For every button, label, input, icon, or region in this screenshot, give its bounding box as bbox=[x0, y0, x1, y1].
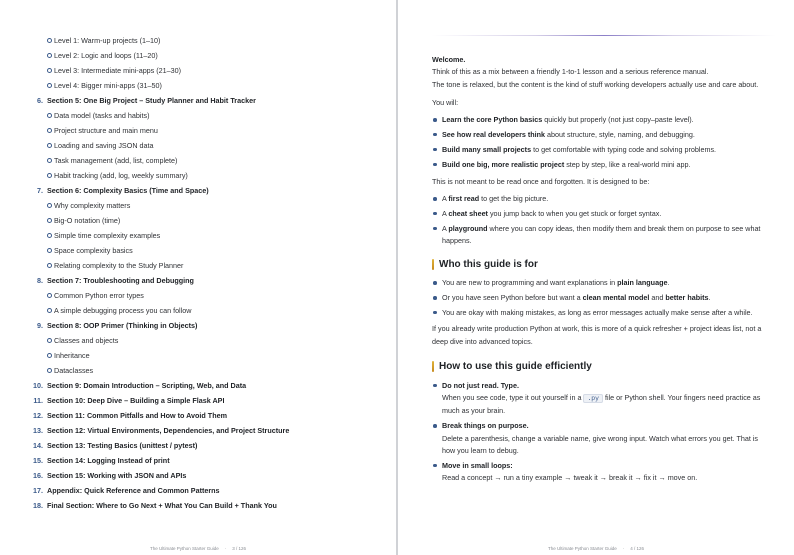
bullet-icon bbox=[433, 118, 437, 122]
bullet-icon bbox=[433, 133, 437, 137]
toc-subitem[interactable] bbox=[33, 108, 373, 123]
hollow-bullet-icon bbox=[47, 113, 52, 118]
bullet-icon bbox=[433, 464, 437, 468]
toc-subitem-label: Common Python error types bbox=[54, 291, 144, 300]
toc-subitem-label: Habit tracking (add, log, weekly summary) bbox=[54, 171, 188, 180]
how-2-text: Delete a parenthesis, change a variable name, give wrong input. Watch what errors you get. That is how you learn to debug. bbox=[442, 433, 759, 455]
list-item-text: to get the big picture. bbox=[479, 194, 549, 204]
who-2-mid: and bbox=[649, 293, 666, 303]
toc-section-link[interactable] bbox=[33, 378, 373, 393]
heading-accent-bar bbox=[432, 259, 434, 270]
toc-section bbox=[33, 468, 373, 483]
toc-subitem[interactable] bbox=[33, 198, 373, 213]
bullet-icon bbox=[433, 197, 437, 201]
toc-subitem-label: Simple time complexity examples bbox=[54, 231, 161, 240]
toc-section-link[interactable] bbox=[33, 468, 373, 483]
you-will-label: You will: bbox=[432, 97, 459, 107]
toc-intro-group bbox=[33, 33, 373, 93]
toc-section-title: Section 12: Virtual Environments, Dependencies, and Project Structure bbox=[47, 426, 290, 435]
toc-section-title: Section 7: Troubleshooting and Debugging bbox=[47, 276, 194, 285]
toc-subitem[interactable] bbox=[33, 348, 373, 363]
list-item bbox=[432, 114, 768, 126]
toc-section-title: Section 13: Testing Basics (unittest / pytest) bbox=[47, 441, 198, 450]
list-item-bold: cheat sheet bbox=[448, 208, 488, 218]
toc-subitem[interactable] bbox=[33, 288, 373, 303]
toc-section-number: 14. bbox=[33, 441, 43, 450]
hollow-bullet-icon bbox=[47, 203, 52, 208]
toc-section bbox=[33, 438, 373, 453]
heading-who-text: Who this guide is for bbox=[439, 258, 538, 270]
list-item-bold: Build many small projects bbox=[442, 144, 532, 154]
hollow-bullet-icon bbox=[47, 218, 52, 223]
toc-subitem-label: Inheritance bbox=[54, 351, 90, 360]
list-item-bold: first read bbox=[448, 194, 480, 204]
how-1-post: file or Python shell. Your fingers need practice as much as your brain. bbox=[442, 393, 761, 416]
toc-section-link[interactable] bbox=[33, 183, 373, 198]
how-3-text: Read a concept → run a tiny example → tweak it → break it → fix it → move on. bbox=[442, 472, 698, 482]
toc-section-number: 15. bbox=[33, 456, 43, 465]
page-left bbox=[0, 0, 396, 555]
toc-subitem[interactable] bbox=[33, 153, 373, 168]
list-item-text: you jump back to when you get stuck or forget syntax. bbox=[487, 208, 662, 218]
how-1-text: When you see code, type it out yourself in a bbox=[442, 393, 584, 403]
toc-section-title: Final Section: Where to Go Next + What You Can Build + Thank You bbox=[47, 501, 277, 510]
how-3-bold: Move in small loops: bbox=[442, 460, 513, 470]
toc-section-link[interactable] bbox=[33, 453, 373, 468]
list-item-bold: Learn the core Python basics bbox=[442, 115, 543, 125]
toc-section bbox=[33, 483, 373, 498]
footer-title: The Ultimate Python Starter Guide bbox=[547, 546, 617, 551]
toc-subitem-label: Classes and objects bbox=[54, 336, 119, 345]
toc-subitem-label: Level 4: Bigger mini-apps (31–50) bbox=[54, 81, 162, 90]
page-footer: The Ultimate Python Starter Guide · 3 / 126 bbox=[149, 546, 247, 551]
toc-section-number: 7. bbox=[37, 186, 43, 195]
toc-subitem-label: Big-O notation (time) bbox=[54, 216, 121, 225]
toc-section-link[interactable] bbox=[33, 438, 373, 453]
bullet-icon bbox=[433, 148, 437, 152]
heading-accent-bar bbox=[432, 361, 434, 372]
who-2-bold-1: clean mental model bbox=[582, 293, 650, 303]
toc-subitem-label: Level 1: Warm-up projects (1–10) bbox=[54, 36, 161, 45]
list-item-prefix: A bbox=[442, 208, 449, 218]
list-item-prefix: A bbox=[442, 194, 449, 204]
toc-subitem[interactable] bbox=[33, 63, 373, 78]
toc-section-number: 16. bbox=[33, 471, 43, 480]
list-item bbox=[432, 420, 768, 457]
list-item-prefix: A bbox=[442, 223, 449, 233]
toc-subitem-label: Loading and saving JSON data bbox=[54, 141, 154, 150]
header-rule bbox=[432, 35, 776, 36]
list-item bbox=[432, 159, 768, 171]
toc-section-number: 13. bbox=[33, 426, 43, 435]
welcome-heading: Welcome. bbox=[432, 55, 466, 64]
who-2-text: Or you have seen Python before but want a bbox=[442, 293, 583, 303]
inline-code: .py bbox=[583, 394, 603, 403]
toc-section-link[interactable] bbox=[33, 423, 373, 438]
toc-subitem-label: Task management (add, list, complete) bbox=[54, 156, 178, 165]
toc-subitem[interactable] bbox=[33, 333, 373, 348]
toc-subitem[interactable] bbox=[33, 303, 373, 318]
list-item-text: step by step, like a real-world mini app. bbox=[564, 159, 691, 169]
hollow-bullet-icon bbox=[47, 83, 52, 88]
who-1-bold: plain language bbox=[617, 278, 668, 288]
designed-list bbox=[432, 193, 768, 247]
section-heading-how bbox=[432, 360, 768, 374]
hollow-bullet-icon bbox=[47, 38, 52, 43]
list-item bbox=[432, 208, 768, 220]
hollow-bullet-icon bbox=[47, 143, 52, 148]
bullet-icon bbox=[433, 163, 437, 167]
who-1-text: You are new to programming and want explanations in bbox=[442, 278, 618, 288]
list-item bbox=[432, 144, 768, 156]
who-2-bold-2: better habits bbox=[665, 293, 709, 303]
who-paragraph: If you already write production Python at work, this is more of a quick refresher + project ideas list, not a deep dive into advanced topics. bbox=[432, 324, 762, 346]
toc-section bbox=[33, 273, 373, 318]
toc-section-title: Section 11: Common Pitfalls and How to Avoid Them bbox=[47, 411, 227, 420]
hollow-bullet-icon bbox=[47, 293, 52, 298]
toc-section-link[interactable] bbox=[33, 498, 373, 513]
toc-section-link[interactable] bbox=[33, 408, 373, 423]
list-item-bold: Build one big, more realistic project bbox=[442, 159, 565, 169]
toc-subitem-label: Space complexity basics bbox=[54, 246, 133, 255]
list-item-text: to get comfortable with typing code and solving problems. bbox=[531, 144, 717, 154]
toc-section bbox=[33, 378, 373, 393]
hollow-bullet-icon bbox=[47, 158, 52, 163]
bullet-icon bbox=[433, 281, 437, 285]
toc-section-title: Appendix: Quick Reference and Common Patterns bbox=[47, 486, 220, 495]
toc-subitem[interactable] bbox=[33, 228, 373, 243]
toc-section-number: 11. bbox=[33, 396, 43, 405]
list-item-bold: playground bbox=[448, 223, 488, 233]
toc-subitem-label: Project structure and main menu bbox=[54, 126, 158, 135]
toc-subitem[interactable] bbox=[33, 168, 373, 183]
hollow-bullet-icon bbox=[47, 248, 52, 253]
toc-section bbox=[33, 423, 373, 438]
toc-section bbox=[33, 93, 373, 183]
toc-subitem[interactable] bbox=[33, 213, 373, 228]
who-1-post: . bbox=[667, 278, 670, 288]
footer-page-number: 3 / 126 bbox=[232, 546, 247, 551]
list-item bbox=[432, 292, 768, 304]
toc-subitem[interactable] bbox=[33, 363, 373, 378]
hollow-bullet-icon bbox=[47, 53, 52, 58]
toc-subitem[interactable] bbox=[33, 33, 373, 48]
list-item bbox=[432, 193, 768, 205]
footer-title: The Ultimate Python Starter Guide bbox=[149, 546, 219, 551]
designed-paragraph: This is not meant to be read once and forgotten. It is designed to be: bbox=[432, 176, 650, 186]
toc-subitem[interactable] bbox=[33, 138, 373, 153]
toc-section-title: Section 6: Complexity Basics (Time and Space) bbox=[47, 186, 209, 195]
intro-paragraph-2: The tone is relaxed, but the content is the kind of stuff working developers actually use and care about. bbox=[432, 79, 759, 89]
how-2-bold: Break things on purpose. bbox=[442, 421, 529, 431]
bullet-icon bbox=[433, 424, 437, 428]
how-list bbox=[432, 380, 768, 484]
toc-subitem-label: Relating complexity to the Study Planner bbox=[54, 261, 184, 270]
list-item bbox=[432, 460, 768, 485]
page-content bbox=[432, 54, 768, 487]
toc-section-number: 8. bbox=[37, 276, 43, 285]
toc-section-number: 18. bbox=[33, 501, 43, 510]
toc-section-title: Section 14: Logging Instead of print bbox=[47, 456, 170, 465]
bullet-icon bbox=[433, 227, 437, 231]
toc-section-link[interactable] bbox=[33, 393, 373, 408]
list-item-text: quickly but properly (not just copy–paste level). bbox=[542, 115, 694, 125]
toc-section bbox=[33, 318, 373, 378]
hollow-bullet-icon bbox=[47, 128, 52, 133]
footer-page-number: 4 / 126 bbox=[630, 546, 645, 551]
toc-section-title: Section 15: Working with JSON and APIs bbox=[47, 471, 187, 480]
list-item bbox=[432, 307, 768, 319]
toc-section-number: 12. bbox=[33, 411, 43, 420]
list-item-text: where you can copy ideas, then modify them and break them on purpose to see what happens. bbox=[442, 223, 761, 246]
toc-section-title: Section 9: Domain Introduction – Scripting, Web, and Data bbox=[47, 381, 247, 390]
intro-paragraph-1: Think of this as a mix between a friendly 1-to-1 lesson and a serious reference manual. bbox=[432, 67, 709, 77]
toc-subitem-label: A simple debugging process you can follow bbox=[54, 306, 192, 315]
toc-section-title: Section 8: OOP Primer (Thinking in Objects) bbox=[47, 321, 198, 330]
toc-section bbox=[33, 183, 373, 273]
toc-subitem[interactable] bbox=[33, 78, 373, 93]
list-item bbox=[432, 129, 768, 141]
hollow-bullet-icon bbox=[47, 68, 52, 73]
list-item-bold: See how real developers think bbox=[442, 129, 546, 139]
list-item bbox=[432, 380, 768, 418]
how-1-bold: Do not just read. Type. bbox=[442, 380, 519, 390]
toc-subitem-label: Data model (tasks and habits) bbox=[54, 111, 150, 120]
hollow-bullet-icon bbox=[47, 353, 52, 358]
toc-section bbox=[33, 408, 373, 423]
toc-section-title: Section 5: One Big Project – Study Planner and Habit Tracker bbox=[47, 96, 256, 105]
list-item-text: about structure, style, naming, and debugging. bbox=[545, 129, 695, 139]
list-item bbox=[432, 277, 768, 289]
toc-section-number: 9. bbox=[37, 321, 43, 330]
toc-subitem-label: Level 3: Intermediate mini-apps (21–30) bbox=[54, 66, 182, 75]
bullet-icon bbox=[433, 296, 437, 300]
who-3-text: You are okay with making mistakes, as long as error messages actually make sense after a while. bbox=[442, 307, 753, 317]
hollow-bullet-icon bbox=[47, 233, 52, 238]
hollow-bullet-icon bbox=[47, 338, 52, 343]
toc-section-link[interactable] bbox=[33, 318, 373, 333]
toc-subitem-label: Dataclasses bbox=[54, 366, 94, 375]
toc-subitem[interactable] bbox=[33, 243, 373, 258]
toc-subitem[interactable] bbox=[33, 123, 373, 138]
toc-section bbox=[33, 393, 373, 408]
toc-section bbox=[33, 453, 373, 468]
heading-how-text: How to use this guide efficiently bbox=[439, 361, 592, 373]
toc-section-number: 6. bbox=[37, 96, 43, 105]
page-right bbox=[398, 0, 794, 555]
toc-section bbox=[33, 498, 373, 513]
toc-subitem[interactable] bbox=[33, 48, 373, 63]
who-2-post: . bbox=[708, 293, 711, 303]
toc-section-number: 10. bbox=[33, 381, 43, 390]
toc-subitem-label: Why complexity matters bbox=[54, 201, 131, 210]
page-footer: The Ultimate Python Starter Guide · 4 / 126 bbox=[547, 546, 645, 551]
toc-subitem-label: Level 2: Logic and loops (11–20) bbox=[54, 51, 158, 60]
table-of-contents bbox=[33, 33, 373, 513]
you-will-list bbox=[432, 114, 768, 171]
bullet-icon bbox=[433, 212, 437, 216]
toc-section-title: Section 10: Deep Dive – Building a Simple Flask API bbox=[47, 396, 225, 405]
toc-section-link[interactable] bbox=[33, 483, 373, 498]
section-heading-who bbox=[432, 257, 768, 271]
bullet-icon bbox=[433, 311, 437, 315]
toc-section-link[interactable] bbox=[33, 273, 373, 288]
hollow-bullet-icon bbox=[47, 368, 52, 373]
hollow-bullet-icon bbox=[47, 263, 52, 268]
hollow-bullet-icon bbox=[47, 173, 52, 178]
toc-section-number: 17. bbox=[33, 486, 43, 495]
who-list bbox=[432, 277, 768, 319]
toc-section-link[interactable] bbox=[33, 93, 373, 108]
bullet-icon bbox=[433, 384, 437, 388]
toc-subitem[interactable] bbox=[33, 258, 373, 273]
hollow-bullet-icon bbox=[47, 308, 52, 313]
list-item bbox=[432, 223, 768, 248]
